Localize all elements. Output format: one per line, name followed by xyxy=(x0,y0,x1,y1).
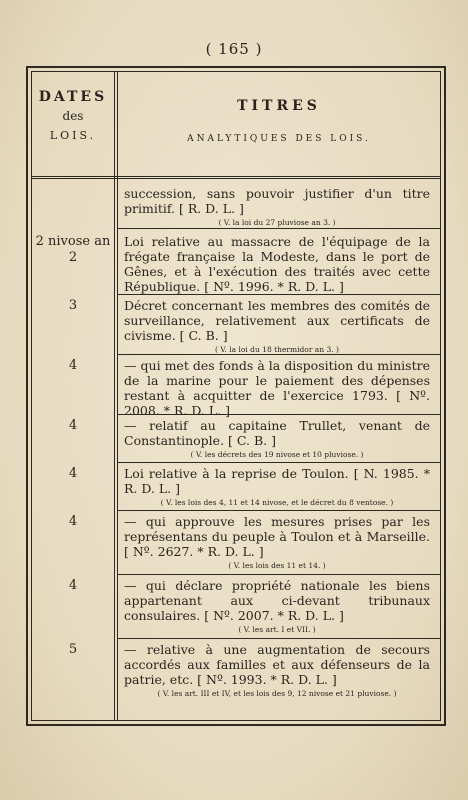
entry-note: ( V. la loi du 18 thermidor an 3. ) xyxy=(215,345,339,354)
entry-date: 4 xyxy=(68,466,78,481)
entry-title: — relatif au capitaine Trullet, venant de Constantinople. [ C. B. ] xyxy=(124,418,430,448)
entry-note: ( V. les lois des 4, 11 et 14 nivose, et le décret du 8 ventose. ) xyxy=(160,498,394,507)
table-header xyxy=(32,72,440,177)
page-number: ( 165 ) xyxy=(205,40,263,58)
entry-text xyxy=(124,418,430,460)
entry-text xyxy=(124,298,430,355)
entry-date: 3 xyxy=(68,298,78,313)
entry-date: 4 xyxy=(68,358,78,373)
entry-title: succession, sans pouvoir justifier d'un titre primitif. [ R. D. L. ] xyxy=(124,186,430,216)
entry-text xyxy=(124,514,430,571)
header-titres-subtitle: ANALYTIQUES DES LOIS. xyxy=(187,134,371,144)
header-dates-lois: LOIS. xyxy=(49,129,97,142)
header-dates xyxy=(32,88,114,145)
entry-date: 2 nivose an 2 xyxy=(35,234,111,265)
entry-rule xyxy=(117,414,440,415)
entry-title: Décret concernant les membres des comités de surveillance, relativement aux certificats de civisme. [ C. B. ] xyxy=(124,298,430,343)
entry-date: 4 xyxy=(68,578,78,593)
header-dates-des: des xyxy=(62,109,84,123)
entry-date: 5 xyxy=(68,642,78,657)
entry-note: ( V. les art. III et IV, et les lois des 9, 12 nivose et 21 pluviose. ) xyxy=(157,689,397,698)
entry-rule xyxy=(117,638,440,639)
entry-title: — qui met des fonds à la disposition du ministre de la marine pour le paiement des dépenses restant à acquitter de l'exercice 1793. [ Nº. 2008. * R. D. L. ] xyxy=(124,358,430,418)
entry-rule xyxy=(117,228,440,229)
entry-note: ( V. les lois des 11 et 14. ) xyxy=(228,561,326,570)
entry-date: 4 xyxy=(68,514,78,529)
entry-title: — qui approuve les mesures prises par les représentans du peuple à Toulon et à Marseille. [ Nº. 2627. * R. D. L. ] xyxy=(124,514,430,559)
entry-note: ( V. les décrets des 19 nivose et 10 pluviose. ) xyxy=(190,450,364,459)
entry-title: — relative à une augmentation de secours accordés aux familles et aux défenseurs de la patrie, etc. [ Nº. 1993. * R. D. L. ] xyxy=(124,642,430,687)
header-double-rule xyxy=(32,178,440,179)
entry-rule xyxy=(117,510,440,511)
entry-rule xyxy=(117,462,440,463)
entry-text xyxy=(124,642,430,699)
entry-text xyxy=(124,358,430,418)
entry-title: Loi relative à la reprise de Toulon. [ N. 1985. * R. D. L. ] xyxy=(124,466,430,496)
entry-note: ( V. la loi du 27 pluviose an 3. ) xyxy=(218,218,336,227)
entry-text xyxy=(124,578,430,635)
entry-text xyxy=(124,466,430,508)
table-frame xyxy=(26,66,446,726)
table-inner-frame xyxy=(31,71,441,721)
entry-date: 4 xyxy=(68,418,78,433)
header-titres xyxy=(122,98,436,144)
entry-note: ( V. les art. I et VII. ) xyxy=(238,625,316,634)
header-titres-title: TITRES xyxy=(237,98,321,114)
entry-text xyxy=(124,234,430,294)
entry-title: Loi relative au massacre de l'équipage de la frégate française la Modeste, dans le port de Gênes, et à l'exécution des traités avec cette République. [ Nº. 1996. * R. D. L. ] xyxy=(124,234,430,294)
entry-title: — qui déclare propriété nationale les biens appartenant aux ci-devant tribunaux consulaires. [ Nº. 2007. * R. D. L. ] xyxy=(124,578,430,623)
entry-rule xyxy=(117,354,440,355)
header-dates-title: DATES xyxy=(38,89,108,105)
entry-text xyxy=(124,186,430,228)
entry-rule xyxy=(117,294,440,295)
entry-rule xyxy=(117,574,440,575)
